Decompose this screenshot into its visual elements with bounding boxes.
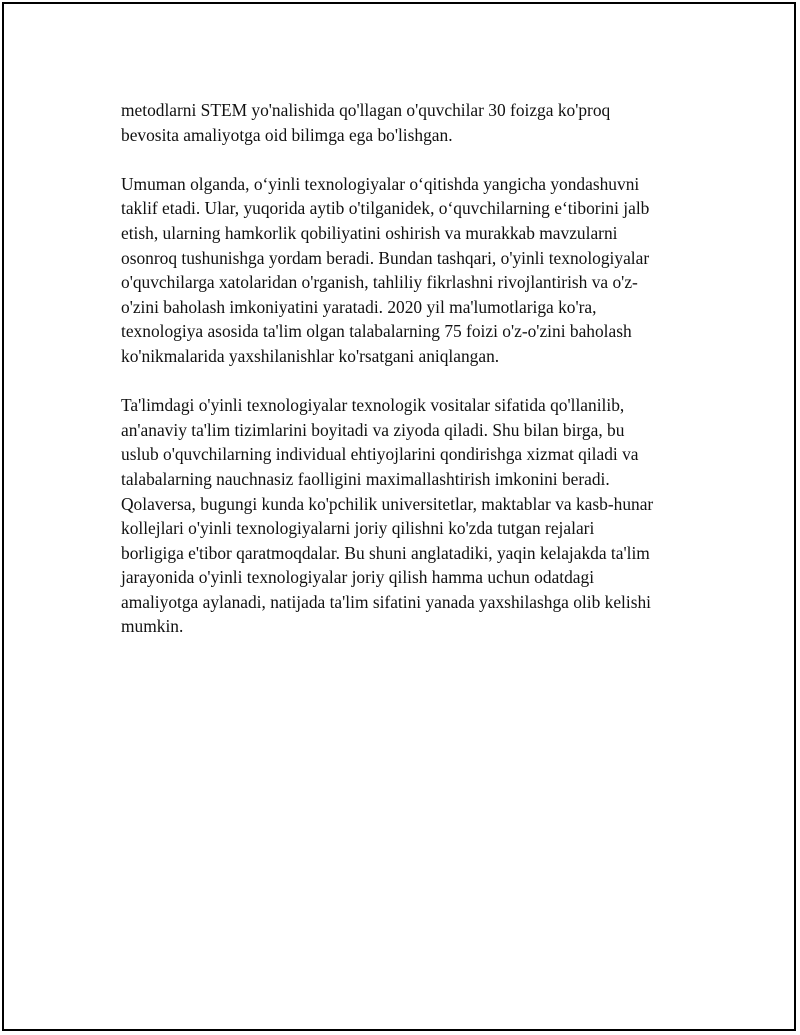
paragraph-line: an'anaviy ta'lim tizimlarini boyitadi va ziyoda qiladi. Shu bilan birga, bu <box>121 419 625 440</box>
paragraph-line: o'quvchilarga xatolaridan o'rganish, tahliliy fikrlashni rivojlantirish va o'z- <box>121 272 638 293</box>
paragraph-line: Ta'limdagi o'yinli texnologiyalar texnologik vositalar sifatida qo'llanilib, <box>121 395 625 416</box>
paragraph-2 <box>121 172 691 369</box>
paragraph-line: Qolaversa, bugungi kunda ko'pchilik universitetlar, maktablar va kasb-hunar <box>121 493 654 514</box>
paragraph-line: bevosita amaliyotga oid bilimga ega bo'lishgan. <box>121 124 453 145</box>
paragraph-line: borligiga e'tibor qaratmoqdalar. Bu shuni anglatadiki, yaqin kelajakda ta'lim <box>121 542 650 563</box>
paragraph-line: talabalarning nauchnasiz faolligini maximallashtirish imkonini beradi. <box>121 468 610 489</box>
paragraph-line: jarayonida o'yinli texnologiyalar joriy qilish hamma uchun odatdagi <box>121 567 595 588</box>
document-body <box>121 98 691 664</box>
paragraph-line: etish, ularning hamkorlik qobiliyatini oshirish va murakkab mavzularni <box>121 222 618 243</box>
paragraph-line: metodlarni STEM yo'nalishida qo'llagan o'quvchilar 30 foizga ko'proq <box>121 100 611 120</box>
paragraph-line: Umuman olganda, o‘yinli texnologiyalar o‘qitishda yangicha yondashuvni <box>121 173 640 194</box>
paragraph-line: o'zini baholash imkoniyatini yaratadi. 2020 yil ma'lumotlariga ko'ra, <box>121 296 597 317</box>
paragraph-line: kollejlari o'yinli texnologiyalarni joriy qilishni ko'zda tutgan rejalari <box>121 518 595 539</box>
paragraph-line: uslub o'quvchilarning individual ehtiyojlarini qondirishga xizmat qiladi va <box>121 444 639 465</box>
page-frame <box>2 2 796 1031</box>
paragraph-line: amaliyotga aylanadi, natijada ta'lim sifatini yanada yaxshilashga olib kelishi <box>121 591 652 612</box>
paragraph-line: texnologiya asosida ta'lim olgan talabalarning 75 foizi o'z-o'zini baholash <box>121 321 632 342</box>
paragraph-line: mumkin. <box>121 616 184 637</box>
paragraph-line: ko'nikmalarida yaxshilanishlar ko'rsatgani aniqlangan. <box>121 345 500 366</box>
paragraph-line: taklif etadi. Ular, yuqorida aytib o'tilganidek, o‘quvchilarning e‘tiborini jalb <box>121 198 650 219</box>
paragraph-1 <box>121 98 691 147</box>
paragraph-3 <box>121 393 691 639</box>
paragraph-line: osonroq tushunishga yordam beradi. Bundan tashqari, o'yinli texnologiyalar <box>121 247 650 268</box>
